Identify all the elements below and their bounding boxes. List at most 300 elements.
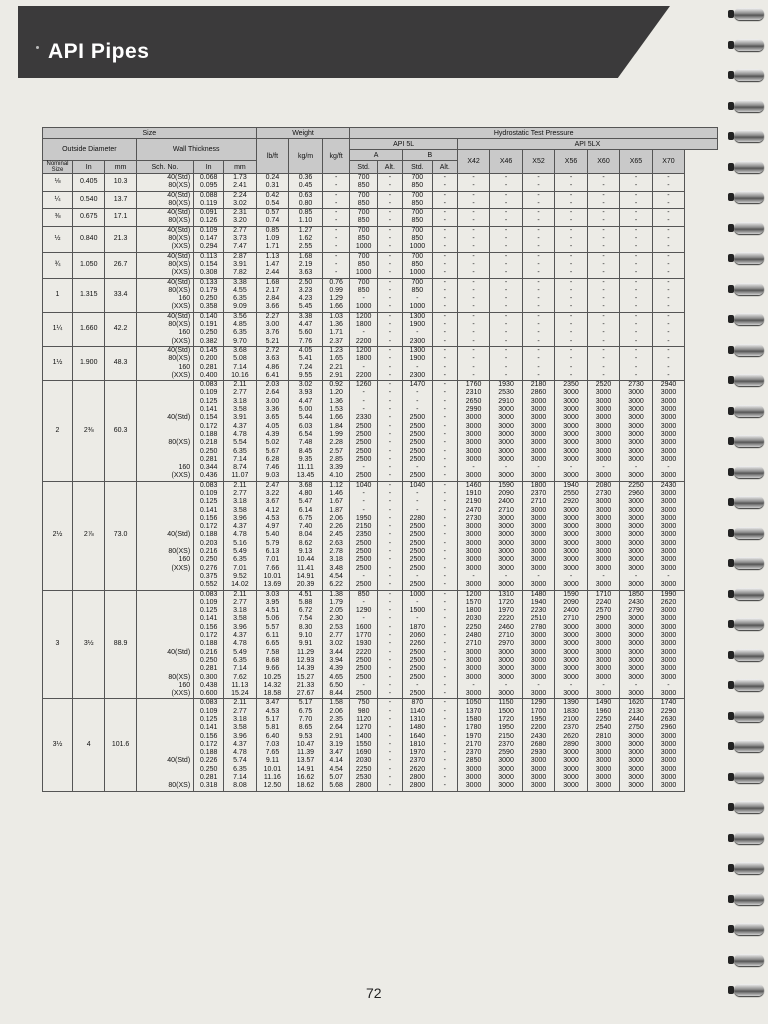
cell-od-in: 0.675: [72, 209, 104, 227]
spiral-coil: [734, 862, 764, 874]
cell-weight-kgft: 1.23 1.65 2.21 2.91: [322, 346, 350, 380]
cell-x42: 1760 2310 2650 2990 3000 3000 3000 3000 3000 3000 - 3000: [457, 381, 489, 482]
cell-sch-no: 40(Std) 80(XS): [136, 699, 193, 791]
binding-hole: [728, 651, 734, 659]
cell-od-in: 3½: [72, 590, 104, 699]
cell-x70: - - - -: [652, 346, 684, 380]
cell-wall-in: 0.068 0.095: [194, 174, 224, 192]
cell-x46: - - - -: [490, 278, 522, 312]
cell-wall-mm: 3.38 4.55 6.35 9.09: [224, 278, 257, 312]
cell-grade-a-std: 700 850: [350, 209, 377, 227]
cell-od-mm: 13.7: [105, 191, 136, 209]
cell-weight-kgm: 3.02 3.93 4.47 5.00 5.44 6.03 6.54 7.48 8.45 9.35 11.11 13.45: [289, 381, 323, 482]
header-x70: X70: [652, 150, 684, 174]
binding-hole: [728, 620, 734, 628]
cell-od-in: 4: [72, 699, 104, 791]
cell-weight-lbft: 2.27 3.00 3.76 5.21: [256, 312, 288, 346]
cell-x56: - - -: [555, 252, 587, 278]
cell-grade-a-alt: - - -: [377, 252, 402, 278]
binding-hole: [728, 590, 734, 598]
binding-hole: [728, 864, 734, 872]
binding-hole: [728, 895, 734, 903]
cell-weight-kgm: 1.27 1.62 2.55: [289, 226, 323, 252]
binding-hole: [728, 773, 734, 781]
cell-x60: - - - -: [587, 312, 619, 346]
spiral-coil: [734, 100, 764, 112]
cell-grade-b-std: 1000 - 1500 - 1870 2060 2260 2500 2500 2500 2500 - 2500: [402, 590, 432, 699]
cell-wall-mm: 1.73 2.41: [224, 174, 257, 192]
cell-x46: - - -: [490, 252, 522, 278]
cell-grade-b-std: 700 850 1000: [402, 226, 432, 252]
cell-wall-in: 0.140 0.191 0.250 0.382: [194, 312, 224, 346]
cell-weight-kgm: 1.68 2.19 3.63: [289, 252, 323, 278]
cell-grade-b-alt: - - - - - - - - - - - -: [432, 381, 457, 482]
table-row: [43, 209, 718, 227]
header-grade-a: A: [350, 150, 402, 161]
cell-wall-mm: 2.11 2.77 3.18 3.58 3.96 4.37 4.78 5.74 6.35 7.14 8.08: [224, 699, 257, 791]
cell-x65: 2730 3000 3000 3000 3000 3000 3000 3000 3000 3000 - 3000: [620, 381, 652, 482]
cell-nominal-size: 1¼: [43, 312, 73, 346]
spiral-coil: [734, 405, 764, 417]
binding-hole: [728, 712, 734, 720]
spiral-coil: [734, 496, 764, 508]
cell-sch-no: 40(Std) 80(XS): [136, 174, 193, 192]
table-row: [43, 252, 718, 278]
binding-hole: [728, 163, 734, 171]
cell-x65: - - - -: [620, 346, 652, 380]
cell-grade-a-std: 850 - 1290 - 1600 1770 1930 2220 2500 2500 2500 - 2500: [350, 590, 377, 699]
cell-weight-kgm: 4.51 5.88 6.72 7.54 8.30 9.10 9.91 11.29 12.93 14.39 15.27 21.33 27.67: [289, 590, 323, 699]
cell-weight-lbft: 3.03 3.95 4.51 5.06 5.57 6.11 6.65 7.58 8.68 9.66 10.25 14.32 18.58: [256, 590, 288, 699]
cell-od-in: 2⅞: [72, 481, 104, 590]
cell-sch-no: 40(Std) 80(XS): [136, 209, 193, 227]
cell-x52: - - - -: [522, 346, 554, 380]
cell-weight-kgft: 1.58 2.06 2.35 2.64 2.91 3.19 3.47 4.14 4.54 5.07 5.68: [322, 699, 350, 791]
cell-nominal-size: ¾: [43, 252, 73, 278]
cell-x65: - -: [620, 209, 652, 227]
cell-x52: - - -: [522, 252, 554, 278]
cell-x70: 1990 2620 3000 3000 3000 3000 3000 3000 3000 3000 3000 - 3000: [652, 590, 684, 699]
spiral-coil: [734, 222, 764, 234]
binding-hole: [728, 834, 734, 842]
cell-x46: - - - -: [490, 312, 522, 346]
cell-x60: - -: [587, 174, 619, 192]
table-row: [43, 312, 718, 346]
cell-grade-a-std: 700 850 - 1000: [350, 278, 377, 312]
cell-grade-a-alt: - -: [377, 174, 402, 192]
cell-grade-b-alt: - - - - - - - - - - - - -: [432, 590, 457, 699]
cell-weight-lbft: 0.85 1.09 1.71: [256, 226, 288, 252]
cell-x56: 1590 2090 2400 2710 3000 3000 3000 3000 3000 3000 3000 - 3000: [555, 590, 587, 699]
cell-x60: 2520 3000 3000 3000 3000 3000 3000 3000 3000 3000 - 3000: [587, 381, 619, 482]
cell-weight-kgm: 2.50 3.23 4.23 5.45: [289, 278, 323, 312]
spiral-coil: [734, 984, 764, 996]
cell-x56: - - - -: [555, 278, 587, 312]
binding-hole: [728, 529, 734, 537]
cell-sch-no: 40(Std) 80(XS) 160 (XXS): [136, 590, 193, 699]
cell-grade-a-alt: - - -: [377, 226, 402, 252]
table-row: [43, 278, 718, 312]
spiral-coil: [734, 313, 764, 325]
cell-weight-kgm: 0.36 0.45: [289, 174, 323, 192]
cell-wall-mm: 3.56 4.85 6.35 9.70: [224, 312, 257, 346]
cell-wall-mm: 2.11 2.77 3.18 3.58 3.91 4.37 4.78 5.54 6.35 7.14 8.74 11.07: [224, 381, 257, 482]
cell-x42: - - - -: [457, 278, 489, 312]
cell-weight-lbft: 1.13 1.47 2.44: [256, 252, 288, 278]
cell-wall-mm: 2.87 3.91 7.82: [224, 252, 257, 278]
binding-hole: [728, 132, 734, 140]
cell-od-mm: 17.1: [105, 209, 136, 227]
cell-nominal-size: 2: [43, 381, 73, 482]
table-row: [43, 174, 718, 192]
cell-weight-kgft: - -: [322, 191, 350, 209]
header-api5l: API 5L: [350, 139, 457, 150]
spiral-coil: [734, 130, 764, 142]
cell-x60: 1490 1960 2250 2540 2810 3000 3000 3000 3000 3000 3000: [587, 699, 619, 791]
cell-grade-b-alt: - - -: [432, 226, 457, 252]
cell-od-mm: 88.9: [105, 590, 136, 699]
binding-hole: [728, 559, 734, 567]
cell-wall-in: 0.083 0.109 0.125 0.141 0.156 0.172 0.188 0.203 0.216 0.250 0.276 0.375 0.552: [194, 481, 224, 590]
header-x42: X42: [457, 150, 489, 174]
cell-weight-lbft: 1.68 2.17 2.84 3.66: [256, 278, 288, 312]
header-hydrostatic: Hydrostatic Test Pressure: [350, 128, 718, 139]
header-std-a: Std.: [350, 161, 377, 174]
spiral-coil: [734, 923, 764, 935]
cell-od-in: 0.405: [72, 174, 104, 192]
cell-od-mm: 10.3: [105, 174, 136, 192]
cell-x46: - -: [490, 174, 522, 192]
cell-x46: - -: [490, 191, 522, 209]
spiral-coil: [734, 283, 764, 295]
cell-wall-mm: 3.68 5.08 7.14 10.16: [224, 346, 257, 380]
cell-sch-no: 40(Std) 80(XS) (XXS): [136, 252, 193, 278]
cell-weight-lbft: 3.47 4.53 5.17 5.81 6.40 7.03 7.65 9.11 10.01 11.16 12.50: [256, 699, 288, 791]
cell-sch-no: 40(Std) 80(XS) 160 (XXS): [136, 346, 193, 380]
cell-x52: - - -: [522, 226, 554, 252]
cell-x70: - - -: [652, 226, 684, 252]
table-row: [43, 699, 718, 791]
cell-grade-a-std: 700 850 1000: [350, 226, 377, 252]
cell-weight-kgft: - - -: [322, 252, 350, 278]
cell-nominal-size: 1: [43, 278, 73, 312]
header-kgft: kg/ft: [322, 139, 350, 174]
cell-x46: 1590 2090 2400 2710 3000 3000 3000 3000 3000 3000 3000 - 3000: [490, 481, 522, 590]
header-nominal-size: Nominal Size: [43, 161, 73, 174]
cell-grade-b-std: 700 850 1000: [402, 252, 432, 278]
cell-nominal-size: ⅜: [43, 209, 73, 227]
header-outside-diameter: Outside Diameter: [43, 139, 137, 161]
cell-grade-b-std: 700 850: [402, 174, 432, 192]
cell-x70: - -: [652, 209, 684, 227]
cell-x56: - - - -: [555, 346, 587, 380]
cell-x52: - -: [522, 191, 554, 209]
spiral-coil: [734, 69, 764, 81]
cell-x42: - - - -: [457, 346, 489, 380]
header-grade-b: B: [402, 150, 457, 161]
cell-x42: 1200 1570 1800 2030 2250 2480 2710 3000 3000 3000 3000 - 3000: [457, 590, 489, 699]
header-wt-mm: mm: [224, 161, 257, 174]
cell-x46: - -: [490, 209, 522, 227]
cell-wall-mm: 2.77 3.73 7.47: [224, 226, 257, 252]
spiral-coil: [734, 618, 764, 630]
cell-grade-a-std: 700 850 1000: [350, 252, 377, 278]
cell-x70: - -: [652, 191, 684, 209]
cell-wall-mm: 2.24 3.02: [224, 191, 257, 209]
cell-grade-a-alt: - - - -: [377, 346, 402, 380]
cell-x65: - - -: [620, 252, 652, 278]
header-weight: Weight: [256, 128, 350, 139]
binding-hole: [728, 376, 734, 384]
cell-od-in: 2⅜: [72, 381, 104, 482]
cell-grade-b-std: 1470 - - - 2500 2500 2500 2500 2500 2500 - 2500: [402, 381, 432, 482]
cell-weight-kgft: - - -: [322, 226, 350, 252]
cell-wall-in: 0.083 0.109 0.125 0.141 0.154 0.172 0.188 0.218 0.250 0.281 0.344 0.436: [194, 381, 224, 482]
cell-grade-b-alt: - - - -: [432, 278, 457, 312]
cell-weight-kgm: 4.05 5.41 7.24 9.55: [289, 346, 323, 380]
cell-wall-in: 0.091 0.126: [194, 209, 224, 227]
cell-x60: - - - -: [587, 278, 619, 312]
cell-grade-b-alt: - - -: [432, 252, 457, 278]
cell-x52: - -: [522, 209, 554, 227]
cell-x52: - -: [522, 174, 554, 192]
cell-x65: - -: [620, 191, 652, 209]
cell-sch-no: 40(Std) 80(XS) 160 (XXS): [136, 381, 193, 482]
cell-x65: - - - -: [620, 312, 652, 346]
cell-weight-kgm: 5.17 6.75 7.70 8.65 9.53 10.47 11.39 13.57 14.91 16.62 18.62: [289, 699, 323, 791]
header-x60: X60: [587, 150, 619, 174]
cell-x42: - -: [457, 174, 489, 192]
table-row: [43, 481, 718, 590]
cell-weight-kgft: 0.92 1.20 1.36 1.53 1.66 1.84 1.99 2.28 2.57 2.85 3.39 4.10: [322, 381, 350, 482]
cell-grade-b-alt: - -: [432, 191, 457, 209]
binding-hole: [728, 681, 734, 689]
spiral-coil: [734, 557, 764, 569]
cell-od-mm: 73.0: [105, 481, 136, 590]
cell-x60: - -: [587, 191, 619, 209]
table-row: [43, 590, 718, 699]
binding-hole: [728, 986, 734, 994]
header-wall-thickness: Wall Thickness: [136, 139, 256, 161]
spiral-coil: [734, 435, 764, 447]
cell-grade-a-alt: - - - - - - - - - - -: [377, 699, 402, 791]
cell-x60: - - -: [587, 252, 619, 278]
binding-hole: [728, 315, 734, 323]
spiral-coil: [734, 8, 764, 20]
cell-grade-b-alt: - - - - - - - - - - - - -: [432, 481, 457, 590]
cell-x46: 1930 2530 2910 3000 3000 3000 3000 3000 3000 3000 - 3000: [490, 381, 522, 482]
table-row: [43, 226, 718, 252]
cell-x52: 2180 2860 3000 3000 3000 3000 3000 3000 3000 3000 - 3000: [522, 381, 554, 482]
binding-hole: [728, 498, 734, 506]
cell-grade-a-alt: - - - - - - - - - - - - -: [377, 481, 402, 590]
cell-x56: 1390 1830 2100 2370 2620 2890 3000 3000 3000 3000 3000: [555, 699, 587, 791]
cell-weight-kgft: - -: [322, 174, 350, 192]
cell-grade-a-std: 1040 - - - 1950 2150 2350 2500 2500 2500 2500 - 2500: [350, 481, 377, 590]
cell-grade-b-alt: - - - -: [432, 312, 457, 346]
cell-grade-a-std: 1200 1800 - 2200: [350, 346, 377, 380]
api-pipes-table: [42, 127, 718, 792]
table-row: [43, 346, 718, 380]
spiral-binding: [728, 0, 768, 1024]
spiral-coil: [734, 161, 764, 173]
cell-od-in: 0.840: [72, 226, 104, 252]
cell-weight-kgm: 0.85 1.10: [289, 209, 323, 227]
cell-nominal-size: ¼: [43, 191, 73, 209]
cell-od-mm: 101.6: [105, 699, 136, 791]
spiral-coil: [734, 832, 764, 844]
binding-hole: [728, 224, 734, 232]
cell-sch-no: 40(Std) 80(XS): [136, 191, 193, 209]
header-size: Size: [43, 128, 257, 139]
cell-x56: 2350 3000 3000 3000 3000 3000 3000 3000 3000 3000 - 3000: [555, 381, 587, 482]
cell-weight-lbft: 0.57 0.74: [256, 209, 288, 227]
binding-hole: [728, 254, 734, 262]
cell-grade-a-std: 700 850: [350, 191, 377, 209]
cell-x52: 1800 2370 2710 3000 3000 3000 3000 3000 3000 3000 3000 - 3000: [522, 481, 554, 590]
cell-od-in: 1.315: [72, 278, 104, 312]
header-sch-no: Sch. No.: [136, 161, 193, 174]
cell-grade-a-std: 1260 - - - 2330 2500 2500 2500 2500 2500 - 2500: [350, 381, 377, 482]
binding-hole: [728, 102, 734, 110]
cell-weight-kgft: - -: [322, 209, 350, 227]
cell-wall-in: 0.083 0.109 0.125 0.141 0.156 0.172 0.188 0.216 0.250 0.281 0.300 0.438 0.600: [194, 590, 224, 699]
cell-x70: 2430 3000 3000 3000 3000 3000 3000 3000 3000 3000 3000 - 3000: [652, 481, 684, 590]
cell-x70: 2940 3000 3000 3000 3000 3000 3000 3000 3000 3000 - 3000: [652, 381, 684, 482]
cell-weight-lbft: 2.47 3.22 3.67 4.12 4.53 4.97 5.40 5.79 6.13 7.01 7.66 10.01 13.69: [256, 481, 288, 590]
cell-x65: 1850 2430 2790 3000 3000 3000 3000 3000 3000 3000 3000 - 3000: [620, 590, 652, 699]
cell-sch-no: 40(Std) 80(XS) 160 (XXS): [136, 481, 193, 590]
cell-wall-in: 0.133 0.179 0.250 0.358: [194, 278, 224, 312]
spiral-coil: [734, 710, 764, 722]
cell-x52: 1290 1700 1950 2200 2430 2680 2930 3000 3000 3000 3000: [522, 699, 554, 791]
cell-x46: - - - -: [490, 346, 522, 380]
binding-hole: [728, 468, 734, 476]
binding-hole: [728, 193, 734, 201]
cell-weight-lbft: 2.72 3.63 4.86 6.41: [256, 346, 288, 380]
spiral-coil: [734, 893, 764, 905]
spiral-coil: [734, 588, 764, 600]
cell-grade-a-std: 700 850: [350, 174, 377, 192]
cell-wall-in: 0.083 0.109 0.125 0.141 0.156 0.172 0.188 0.226 0.250 0.281 0.318: [194, 699, 224, 791]
cell-x42: - - - -: [457, 312, 489, 346]
cell-sch-no: 40(Std) 80(XS) 160 (XXS): [136, 312, 193, 346]
cell-nominal-size: ½: [43, 226, 73, 252]
cell-weight-kgft: 1.38 1.79 2.05 2.30 2.53 2.77 3.02 3.44 3.94 4.39 4.65 6.50 8.44: [322, 590, 350, 699]
binding-hole: [728, 925, 734, 933]
cell-grade-b-std: 1300 1900 - 2300: [402, 312, 432, 346]
spiral-coil: [734, 527, 764, 539]
cell-grade-a-alt: - - - - - - - - - - - -: [377, 381, 402, 482]
cell-od-in: 1.660: [72, 312, 104, 346]
cell-grade-b-std: 1040 - - - 2280 2500 2500 2500 2500 2500 2500 - 2500: [402, 481, 432, 590]
cell-od-mm: 21.3: [105, 226, 136, 252]
header-od-mm: mm: [105, 161, 136, 174]
cell-x52: 1480 1940 2230 2510 2780 3000 3000 3000 3000 3000 3000 - 3000: [522, 590, 554, 699]
cell-weight-kgm: 3.38 4.47 5.60 7.76: [289, 312, 323, 346]
cell-grade-b-alt: - - - - - - - - - - -: [432, 699, 457, 791]
spiral-coil: [734, 679, 764, 691]
cell-x65: 2250 2960 3000 3000 3000 3000 3000 3000 3000 3000 3000 - 3000: [620, 481, 652, 590]
cell-wall-mm: 2.31 3.20: [224, 209, 257, 227]
binding-hole: [728, 71, 734, 79]
cell-x46: - - -: [490, 226, 522, 252]
spiral-coil: [734, 191, 764, 203]
cell-grade-b-std: 700 850: [402, 209, 432, 227]
cell-weight-kgft: 0.76 0.99 1.29 1.66: [322, 278, 350, 312]
binding-hole: [728, 437, 734, 445]
cell-nominal-size: 3: [43, 590, 73, 699]
cell-grade-b-std: 1300 1900 - 2300: [402, 346, 432, 380]
spiral-coil: [734, 466, 764, 478]
header-x56: X56: [555, 150, 587, 174]
cell-x60: - -: [587, 209, 619, 227]
cell-x42: 1460 1910 2190 2470 2730 3000 3000 3000 3000 3000 3000 - 3000: [457, 481, 489, 590]
cell-x42: 1050 1370 1580 1780 1970 2170 2370 2850 3000 3000 3000: [457, 699, 489, 791]
cell-x60: - - - -: [587, 346, 619, 380]
cell-weight-lbft: 0.42 0.54: [256, 191, 288, 209]
spiral-coil: [734, 344, 764, 356]
page-number: 72: [366, 985, 382, 1001]
cell-x65: - - - -: [620, 278, 652, 312]
cell-wall-mm: 2.11 2.77 3.18 3.58 3.96 4.37 4.78 5.49 6.35 7.14 7.62 11.13 15.24: [224, 590, 257, 699]
cell-sch-no: 40(Std) 80(XS) 160 (XXS): [136, 278, 193, 312]
cell-weight-lbft: 0.24 0.31: [256, 174, 288, 192]
cell-x60: - - -: [587, 226, 619, 252]
cell-od-mm: 60.3: [105, 381, 136, 482]
cell-x65: - - -: [620, 226, 652, 252]
cell-wall-in: 0.088 0.119: [194, 191, 224, 209]
cell-od-mm: 26.7: [105, 252, 136, 278]
cell-x56: - -: [555, 209, 587, 227]
header-api5lx: API 5LX: [457, 139, 717, 150]
cell-x70: - -: [652, 174, 684, 192]
cell-grade-b-std: 870 1140 1310 1480 1640 1810 1970 2370 2620 2800 2800: [402, 699, 432, 791]
spiral-coil: [734, 39, 764, 51]
cell-grade-a-std: 1200 1800 - 2200: [350, 312, 377, 346]
cell-weight-kgft: 1.12 1.46 1.67 1.87 2.06 2.26 2.45 2.63 2.78 3.18 3.48 4.54 6.22: [322, 481, 350, 590]
cell-grade-a-alt: - - - -: [377, 312, 402, 346]
spiral-coil: [734, 740, 764, 752]
cell-weight-kgm: 3.68 4.80 5.47 6.14 6.75 7.40 8.04 8.62 9.13 10.44 11.41 14.91 20.39: [289, 481, 323, 590]
cell-nominal-size: 2½: [43, 481, 73, 590]
cell-grade-b-std: 700 850 - 1000: [402, 278, 432, 312]
cell-grade-a-std: 750 980 1120 1270 1400 1550 1690 2030 2250 2530 2800: [350, 699, 377, 791]
header-alt-b: Alt.: [432, 161, 457, 174]
cell-x70: 1740 2290 2630 2960 3000 3000 3000 3000 3000 3000 3000: [652, 699, 684, 791]
cell-x46: 1150 1500 1720 1950 2150 2370 2590 3000 3000 3000 3000: [490, 699, 522, 791]
binding-hole: [728, 346, 734, 354]
cell-x70: - - - -: [652, 312, 684, 346]
cell-nominal-size: ⅛: [43, 174, 73, 192]
binding-hole: [728, 10, 734, 18]
cell-x56: - - -: [555, 226, 587, 252]
binding-hole: [728, 956, 734, 964]
cell-nominal-size: 3½: [43, 699, 73, 791]
cell-wall-in: 0.109 0.147 0.294: [194, 226, 224, 252]
spiral-coil: [734, 954, 764, 966]
header-x52: X52: [522, 150, 554, 174]
cell-od-mm: 42.2: [105, 312, 136, 346]
cell-od-in: 1.900: [72, 346, 104, 380]
header-kgm: kg/m: [289, 139, 323, 174]
cell-weight-kgft: 1.03 1.36 1.71 2.37: [322, 312, 350, 346]
spiral-coil: [734, 252, 764, 264]
cell-x60: 1710 2240 2570 2900 3000 3000 3000 3000 3000 3000 3000 - 3000: [587, 590, 619, 699]
header-lbft: lb/ft: [256, 139, 288, 174]
binding-hole: [728, 742, 734, 750]
cell-sch-no: 40(Std) 80(XS) (XXS): [136, 226, 193, 252]
